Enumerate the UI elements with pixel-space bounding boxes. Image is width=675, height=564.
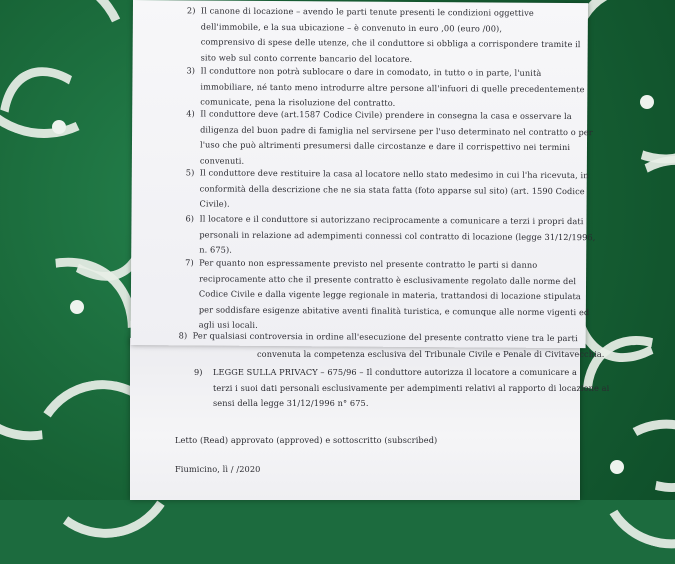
pattern-dot bbox=[610, 460, 624, 474]
clause-line: Codice Civile e dalla vigente legge regionale in materia, trattandosi di locazione stipulata bbox=[198, 288, 581, 302]
clause-number: 6) bbox=[185, 213, 195, 224]
pattern-dot bbox=[640, 95, 654, 109]
clause-line: personali in relazione ad adempimenti connessi col contratto di locazione (legge 31/12/1996, bbox=[199, 229, 596, 242]
clauses-list bbox=[131, 0, 596, 348]
clause-number: 7) bbox=[185, 257, 194, 268]
clause-line: Il conduttore non potrà sublocare o dare in comodato, in tutto o in parte, l'unità bbox=[200, 65, 542, 78]
clause-line: per soddisfare esigenze abitative aventi finalità turistica, e comunque alle norme vigenti ed bbox=[198, 304, 590, 317]
clause-line: sensi della legge 31/12/1996 n° 675. bbox=[213, 398, 369, 409]
clause-line: reciprocamente atto che il presente contratto è esclusivamente regolato dalle norme del bbox=[199, 273, 577, 286]
pattern-dot bbox=[52, 120, 66, 134]
document-page-1 bbox=[131, 0, 596, 348]
clause-line: Per quanto non espressamente previsto nel presente contratto le parti si danno bbox=[199, 257, 538, 270]
clause-line: LEGGE SULLA PRIVACY – 675/96 – Il conduttore autorizza il locatore a comunicare a bbox=[213, 367, 578, 377]
clause-line: Il canone di locazione – avendo le parti tenute presenti le condizioni oggettive bbox=[200, 5, 534, 18]
clause-line: agli usi locali. bbox=[198, 319, 258, 331]
clause-line: dell'immobile, e la sua ubicazione – è convenuto in euro ,00 (euro /00), bbox=[200, 21, 503, 34]
clause-line: Per qualsiasi controversia in ordine all'esecuzione del presente contratto viene tra le parti bbox=[192, 330, 578, 344]
clause-line: Il conduttore deve restituire la casa al locatore nello stato medesimo in cui l'ha ricevuta, in bbox=[199, 167, 589, 181]
clause-line: diligenza del buon padre di famiglia nel servirsene per l'uso determinato nel contratto o per bbox=[200, 124, 593, 137]
clause-line: Il locatore e il conduttore si autorizzano reciprocamente a comunicare a terzi i propri dati bbox=[199, 213, 584, 227]
document-page-2 bbox=[130, 338, 610, 500]
clause-line: immobiliare, né tanto meno introdurre altre persone all'infuori di quelle precedentemente bbox=[200, 81, 585, 94]
clause-line: convenuti. bbox=[199, 155, 245, 166]
clause-number: 8) bbox=[178, 330, 188, 341]
clause-number: 5) bbox=[185, 167, 195, 178]
clause-line: terzi i suoi dati personali esclusivamente per adempimenti relativi al rapporto di locazione ai bbox=[213, 382, 610, 393]
clause-number: 9) bbox=[194, 367, 203, 377]
clause-line: sito web sul conto corrente bancario del locatore. bbox=[200, 52, 413, 64]
clause-number: 4) bbox=[186, 108, 195, 119]
clause-line: l'uso che può altrimenti presumersi dalle circostanze e dare il corrispettivo nei termini bbox=[199, 139, 571, 153]
clause-8-continuation: convenuta la competenza esclusiva del Tribunale Civile e Penale di Civitavecchia. bbox=[257, 349, 605, 359]
pattern-dot bbox=[70, 300, 84, 314]
signature-line: Letto (Read) approvato (approved) e sottoscritto (subscribed) bbox=[175, 435, 438, 445]
place-date: Fiumicino, lì / /2020 bbox=[175, 464, 261, 474]
clause-line: comprensivo di spese delle utenze, che il conduttore si obbliga a corrispondere tramite il bbox=[200, 36, 581, 50]
clause-number: 2) bbox=[186, 5, 196, 16]
clause-line: n. 675). bbox=[199, 244, 232, 255]
clause-number: 3) bbox=[186, 65, 196, 76]
clause-line: conformità della descrizione che ne sia stata fatta (foto apparse sul sito) (art. 1590 Codice bbox=[199, 183, 585, 196]
clause-line: Civile). bbox=[199, 198, 230, 209]
clause-line: Il conduttore deve (art.1587 Codice Civile) prendere in consegna la casa e osservare la bbox=[200, 108, 572, 122]
clause-line: comunicate, pena la risoluzione del contratto. bbox=[200, 96, 396, 109]
